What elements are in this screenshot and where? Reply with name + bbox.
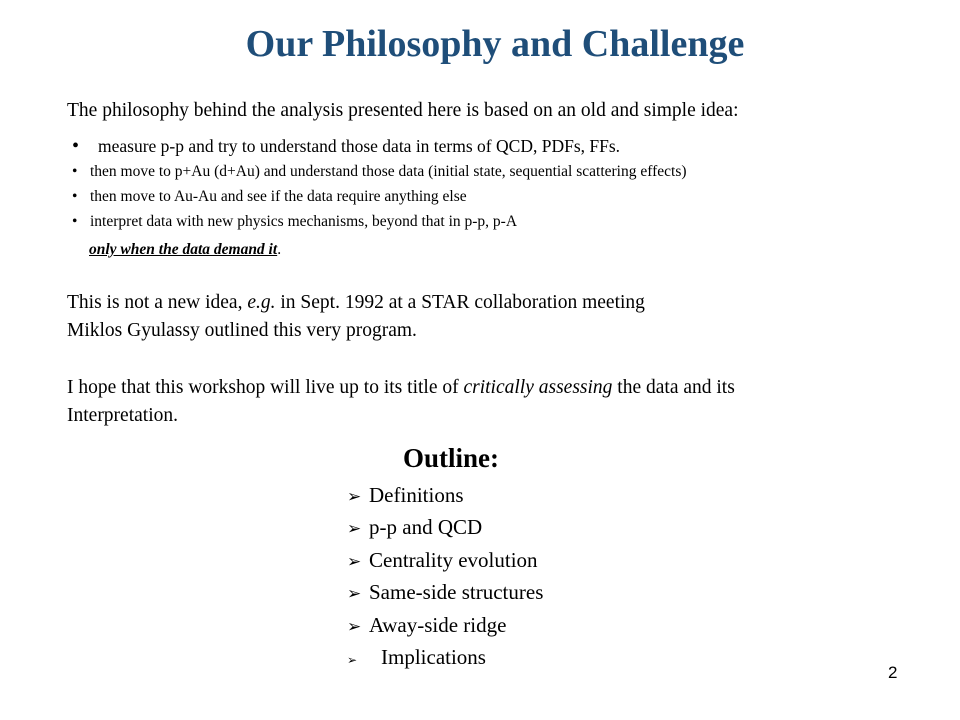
outline-heading: Outline: [403,443,500,473]
paragraph-1-line-2: Miklos Gyulassy outlined this very program. [67,320,417,341]
outline-item-label: Same-side structures [369,580,544,605]
bullet-text: then move to p+Au (d+Au) and understand those data (initial state, sequential scattering effects) [90,163,687,180]
outline-item-label: Implications [381,644,486,669]
intro-text: The philosophy behind the analysis presented here is based on an old and simple idea: [67,100,739,121]
arrow-bullet-icon: ➢ [347,616,362,637]
paragraph-2-line-2: Interpretation. [67,405,178,426]
bullet-dot-icon: • [72,163,78,180]
bullet-item [72,135,620,158]
outline-item-label: p-p and QCD [369,515,483,540]
paragraph-2-line-1 [67,377,735,399]
arrow-bullet-icon: ➢ [347,551,362,572]
outline-item-label: Centrality evolution [369,547,538,572]
page-number: 2 [888,663,898,682]
p1-eg: e.g. [247,292,276,313]
arrow-bullet-icon: ➢ [347,584,362,605]
outline-item [347,481,543,513]
arrow-bullet-icon: ➢ [347,487,362,507]
bullet-item [72,163,687,181]
outline-item-label: Away-side ridge [369,612,507,637]
outline-item-label: Definitions [369,483,464,507]
p1-suffix: in Sept. 1992 at a STAR collaboration meeting [275,292,645,313]
arrow-bullet-icon: ➢ [347,652,358,667]
outline-item [347,513,543,545]
bullet-text: interpret data with new physics mechanisms, beyond that in p-p, p-A [90,213,518,230]
bullet-dot-icon: • [72,188,78,205]
demand-emphasis: only when the data demand it [89,241,278,258]
bullet-item [72,213,517,231]
demand-line [89,241,281,259]
bullet-dot-icon: • [72,135,80,157]
bullet-dot-icon: • [72,213,78,230]
arrow-bullet-icon: ➢ [347,519,362,540]
bullet-text: measure p-p and try to understand those data in terms of QCD, PDFs, FFs. [98,136,621,156]
outline-list [347,481,543,675]
p2-italic: critically assessing [463,377,613,398]
outline-item [347,546,543,578]
outline-item [347,578,543,610]
bullet-item [72,188,467,206]
p2-prefix: I hope that this workshop will live up to its title of [67,377,464,398]
bullet-text: then move to Au-Au and see if the data require anything else [90,188,467,205]
p1-prefix: This is not a new idea, [67,292,248,313]
outline-item [347,643,543,675]
p2-suffix: the data and its [612,377,735,398]
paragraph-1-line-1 [67,292,645,314]
slide-title: Our Philosophy and Challenge [245,23,745,65]
demand-suffix: . [277,241,282,258]
outline-item [347,611,543,643]
